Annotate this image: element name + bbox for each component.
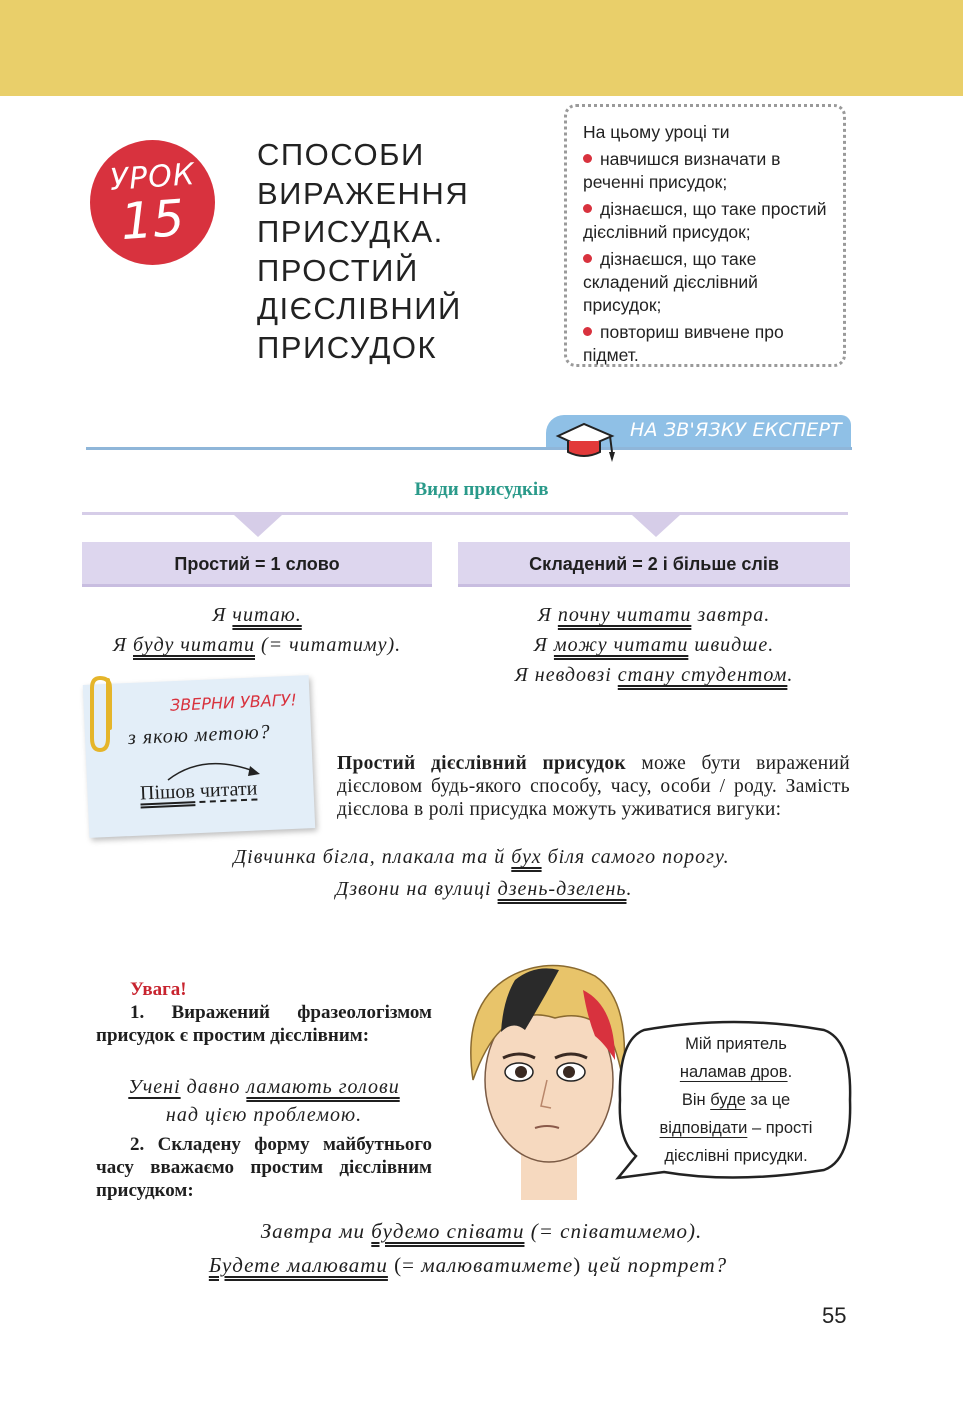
compound-predicate-header: Складений = 2 і більше слів — [458, 542, 850, 587]
goals-intro: На цьому уроці ти — [583, 122, 730, 142]
lesson-title — [257, 136, 537, 367]
paperclip-icon — [88, 674, 118, 758]
page-number: 55 — [822, 1303, 847, 1328]
graduation-cap-icon — [552, 414, 618, 470]
boy-portrait-illustration — [455, 960, 640, 1200]
lesson-word: УРОК — [108, 157, 197, 198]
definition-term: Простий дієслівний присудок — [337, 753, 626, 774]
expert-divider — [86, 447, 852, 450]
simple-predicate-definition: Простий дієслівний присудок може бути виражений дієсловом будь-якого способу, часу, особи / роду. Замість дієслова в ролі присудка можуть уживатися вигуки: — [337, 753, 850, 820]
speech-bubble-text: Мій приятель наламав дров. Він буде за це відповідати – прості дієслівні присудки. — [659, 1035, 813, 1165]
bullet-icon — [583, 154, 592, 163]
arrow-down-icon — [632, 515, 680, 537]
goal-item: дізнаєшся, що таке складений дієслівний присудок; — [583, 249, 758, 315]
compound-example-2: Я можу читати швидше. — [533, 634, 775, 656]
goal-item: дізнаєшся, що таке простий дієслівний присудок; — [583, 199, 827, 242]
warning-point-2: 2. Складену форму майбутнього часу вважаємо простим дієслівним присудком: — [96, 1134, 432, 1201]
lesson-number: 15 — [118, 188, 187, 252]
compound-example-1: Я почну читати завтра. — [537, 604, 771, 626]
interjection-example-2: Дзвони на вулиці дзень-дзелень. — [335, 878, 633, 900]
phraseologism-example-line-2: над цією проблемою. — [165, 1104, 363, 1126]
phraseologism-example-line-1: Учені давно ламають голови — [128, 1076, 400, 1098]
simple-predicate-header: Простий = 1 слово — [82, 542, 432, 587]
bullet-icon — [583, 204, 592, 213]
note-example: Пішов читати — [139, 777, 258, 805]
attention-title: ЗВЕРНИ УВАГУ! — [169, 690, 298, 715]
future-example-1: Завтра ми будемо співати (= співатимемо). — [260, 1219, 703, 1243]
lesson-badge — [90, 140, 215, 265]
title-line: ВИРАЖЕННЯ — [257, 175, 470, 211]
title-line: ПРИСУДКА. — [257, 214, 444, 249]
simple-example-1: Я читаю. — [212, 604, 302, 626]
interjection-example-1: Дівчинка бігла, плакала та й бух біля самого порогу. — [233, 846, 730, 868]
expert-label: НА ЗВ'ЯЗКУ ЕКСПЕРТ — [630, 419, 842, 441]
arrow-down-icon — [234, 515, 282, 537]
note-question: з якою метою? — [127, 720, 272, 750]
title-line: ПРОСТИЙ — [257, 252, 419, 288]
types-divider — [82, 512, 848, 515]
bullet-icon — [583, 254, 592, 263]
top-color-band — [0, 0, 963, 96]
warning-point-1: 1. Виражений фразеологізмом присудок є простим дієслівним: — [96, 1002, 432, 1046]
compound-example-3: Я невдовзі стану студентом. — [514, 664, 794, 686]
predicate-types-heading: Види присудків — [414, 479, 549, 500]
warning-title: Увага! — [130, 979, 187, 1000]
title-line: ДІЄСЛІВНИЙ — [257, 291, 462, 326]
goal-item: навчишся визначати в реченні присудок; — [583, 149, 781, 192]
bullet-icon — [583, 327, 592, 336]
title-line: ПРИСУДОК — [257, 329, 438, 365]
lesson-goals-box — [564, 104, 846, 367]
title-line: СПОСОБИ — [257, 137, 425, 172]
simple-example-2: Я буду читати (= читатиму). — [112, 634, 402, 656]
goal-item: повториш вивчене про підмет. — [583, 322, 784, 365]
future-example-2: Будете малювати (= малюватимете) цей портрет? — [208, 1253, 728, 1277]
